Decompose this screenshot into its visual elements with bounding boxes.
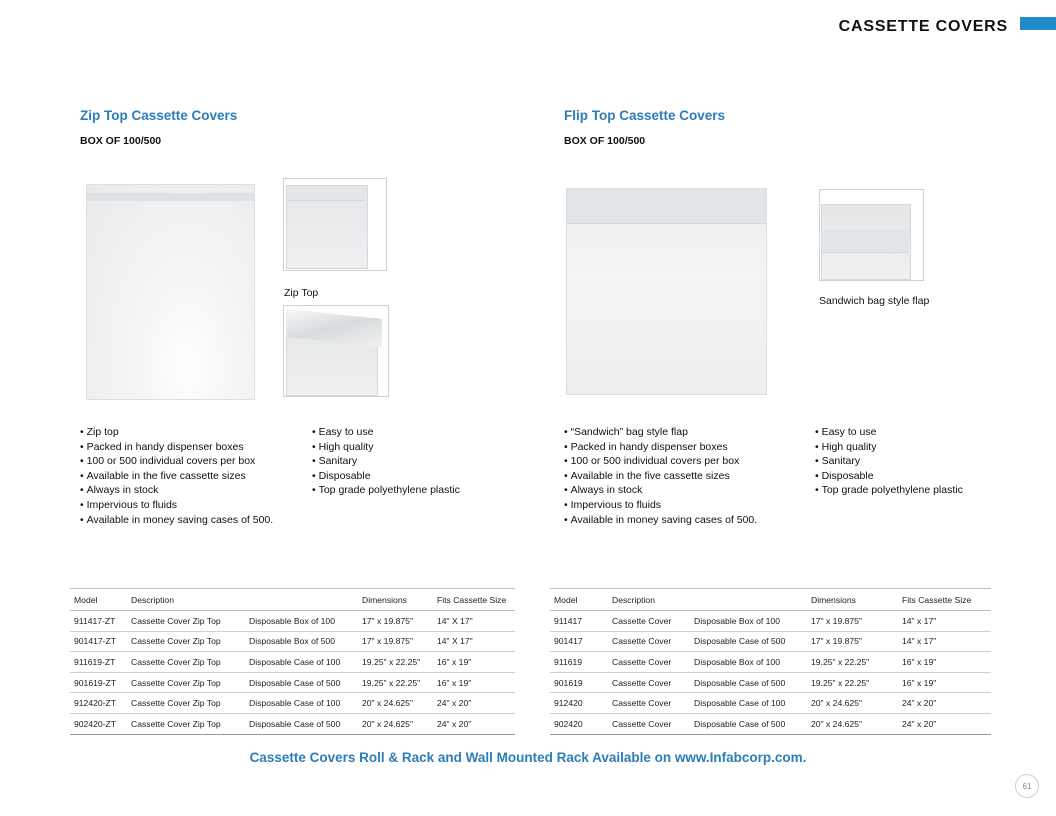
table-row <box>70 713 515 734</box>
table-row <box>70 631 515 652</box>
table-cell: 901619 <box>550 672 608 693</box>
table-cell: 19.25" x 22.25" <box>807 672 898 693</box>
table-cell: 24" x 20" <box>433 693 515 714</box>
table-row <box>550 693 991 714</box>
table-row <box>70 672 515 693</box>
table-row <box>70 611 515 632</box>
flip-top-features-list-2 <box>815 425 963 498</box>
table-cell: Cassette Cover <box>608 713 690 734</box>
table-cell: 912420 <box>550 693 608 714</box>
list-item: • Easy to use <box>815 425 963 440</box>
table-cell: Disposable Box of 100 <box>690 652 807 673</box>
table-cell: 16" x 19" <box>898 672 991 693</box>
table-cell: 14" X 17" <box>433 611 515 632</box>
zip-top-section-title: Zip Top Cassette Covers <box>80 108 238 123</box>
table-cell: Cassette Cover Zip Top <box>127 652 245 673</box>
table-cell: Disposable Case of 500 <box>690 713 807 734</box>
list-item: • Available in money saving cases of 500. <box>80 513 273 528</box>
table-cell: Disposable Case of 500 <box>690 672 807 693</box>
table-cell: 901619-ZT <box>70 672 127 693</box>
list-item: • 100 or 500 individual covers per box <box>564 454 757 469</box>
table-header-row <box>70 589 515 611</box>
column-header <box>690 589 807 611</box>
column-header: Model <box>550 589 608 611</box>
table-row <box>550 611 991 632</box>
zip-top-detail-image <box>283 178 387 271</box>
column-header: Fits Cassette Size <box>898 589 991 611</box>
table-cell: Disposable Box of 100 <box>245 611 358 632</box>
list-item: • Packed in handy dispenser boxes <box>564 440 757 455</box>
table-row <box>550 713 991 734</box>
column-header: Fits Cassette Size <box>433 589 515 611</box>
table-cell: 19.25" x 22.25" <box>807 652 898 673</box>
list-item: • “Sandwich” bag style flap <box>564 425 757 440</box>
flip-top-spec-table <box>550 588 991 735</box>
column-header: Description <box>127 589 245 611</box>
list-item: • Available in the five cassette sizes <box>564 469 757 484</box>
table-cell: Disposable Case of 500 <box>690 631 807 652</box>
table-cell: Disposable Case of 500 <box>245 713 358 734</box>
zip-top-open-image <box>283 305 389 397</box>
zip-top-spec-table <box>70 588 515 735</box>
list-item: • Available in money saving cases of 500. <box>564 513 757 528</box>
table-cell: 911417 <box>550 611 608 632</box>
table-cell: 24" x 20" <box>898 693 991 714</box>
table-cell: Cassette Cover Zip Top <box>127 672 245 693</box>
list-item: • Easy to use <box>312 425 460 440</box>
table-cell: Cassette Cover Zip Top <box>127 713 245 734</box>
table-row <box>70 652 515 673</box>
list-item: • Disposable <box>815 469 963 484</box>
list-item: • Packed in handy dispenser boxes <box>80 440 273 455</box>
column-header: Dimensions <box>807 589 898 611</box>
table-cell: 17" x 19.875" <box>358 611 433 632</box>
table-cell: 17" x 19.875" <box>358 631 433 652</box>
table-cell: 901417 <box>550 631 608 652</box>
page-number: 61 <box>1015 774 1039 798</box>
table-cell: 20" x 24.625" <box>358 693 433 714</box>
table-row <box>550 672 991 693</box>
footer-note: Cassette Covers Roll & Rack and Wall Mounted Rack Available on www.Infabcorp.com. <box>249 750 807 765</box>
table-row <box>550 631 991 652</box>
zip-top-section-subtitle: BOX OF 100/500 <box>80 135 162 147</box>
table-cell: 17" x 19.875" <box>807 611 898 632</box>
flip-top-bag-image <box>566 188 767 395</box>
table-cell: 911619-ZT <box>70 652 127 673</box>
zip-top-bag-image <box>86 184 255 400</box>
table-cell: Disposable Box of 500 <box>245 631 358 652</box>
column-header: Model <box>70 589 127 611</box>
table-row <box>550 652 991 673</box>
table-cell: 902420 <box>550 713 608 734</box>
list-item: • Disposable <box>312 469 460 484</box>
list-item: • High quality <box>815 440 963 455</box>
flip-top-image-caption: Sandwich bag style flap <box>819 295 930 307</box>
table-cell: 19.25" x 22.25" <box>358 672 433 693</box>
zip-top-features-list-2 <box>312 425 460 498</box>
table-cell: Cassette Cover Zip Top <box>127 693 245 714</box>
zip-top-image-caption: Zip Top <box>284 287 319 299</box>
table-cell: Cassette Cover Zip Top <box>127 631 245 652</box>
table-cell: Cassette Cover <box>608 652 690 673</box>
table-cell: 24" x 20" <box>433 713 515 734</box>
table-cell: 911417-ZT <box>70 611 127 632</box>
list-item: • Top grade polyethylene plastic <box>815 483 963 498</box>
zip-top-features-list-1 <box>80 425 273 527</box>
table-cell: 20" x 24.625" <box>807 693 898 714</box>
table-cell: 20" x 24.625" <box>807 713 898 734</box>
list-item: • Always in stock <box>80 483 273 498</box>
table-cell: 901417-ZT <box>70 631 127 652</box>
list-item: • Sanitary <box>815 454 963 469</box>
table-cell: 912420-ZT <box>70 693 127 714</box>
table-cell: 16" x 19" <box>898 652 991 673</box>
table-cell: Cassette Cover <box>608 631 690 652</box>
table-cell: Cassette Cover <box>608 693 690 714</box>
table-cell: 19.25" x 22.25" <box>358 652 433 673</box>
list-item: • Top grade polyethylene plastic <box>312 483 460 498</box>
table-cell: 911619 <box>550 652 608 673</box>
table-cell: Disposable Box of 100 <box>690 611 807 632</box>
column-header: Dimensions <box>358 589 433 611</box>
table-row <box>70 693 515 714</box>
table-cell: 16" x 19" <box>433 652 515 673</box>
table-cell: 902420-ZT <box>70 713 127 734</box>
table-cell: Disposable Case of 100 <box>245 652 358 673</box>
table-cell: 14" x 17" <box>898 611 991 632</box>
list-item: • Always in stock <box>564 483 757 498</box>
table-cell: 14" x 17" <box>898 631 991 652</box>
page-title: CASSETTE COVERS <box>838 18 1008 35</box>
flip-top-detail-image <box>819 189 924 281</box>
table-cell: 20" x 24.625" <box>358 713 433 734</box>
column-header: Description <box>608 589 690 611</box>
list-item: • Impervious to fluids <box>564 498 757 513</box>
list-item: • Zip top <box>80 425 273 440</box>
column-header <box>245 589 358 611</box>
flip-top-section-title: Flip Top Cassette Covers <box>564 108 726 123</box>
table-cell: 16" x 19" <box>433 672 515 693</box>
table-cell: Disposable Case of 100 <box>245 693 358 714</box>
list-item: • Impervious to fluids <box>80 498 273 513</box>
table-cell: Disposable Case of 100 <box>690 693 807 714</box>
list-item: • Sanitary <box>312 454 460 469</box>
table-cell: 17" x 19.875" <box>807 631 898 652</box>
table-cell: Cassette Cover <box>608 611 690 632</box>
list-item: • Available in the five cassette sizes <box>80 469 273 484</box>
flip-top-section-subtitle: BOX OF 100/500 <box>564 135 646 147</box>
table-cell: 24" x 20" <box>898 713 991 734</box>
table-cell: Disposable Case of 500 <box>245 672 358 693</box>
list-item: • High quality <box>312 440 460 455</box>
table-cell: 14" X 17" <box>433 631 515 652</box>
flip-top-features-list-1 <box>564 425 757 527</box>
table-header-row <box>550 589 991 611</box>
header-accent-bar <box>1020 17 1056 30</box>
list-item: • 100 or 500 individual covers per box <box>80 454 273 469</box>
table-cell: Cassette Cover Zip Top <box>127 611 245 632</box>
table-cell: Cassette Cover <box>608 672 690 693</box>
